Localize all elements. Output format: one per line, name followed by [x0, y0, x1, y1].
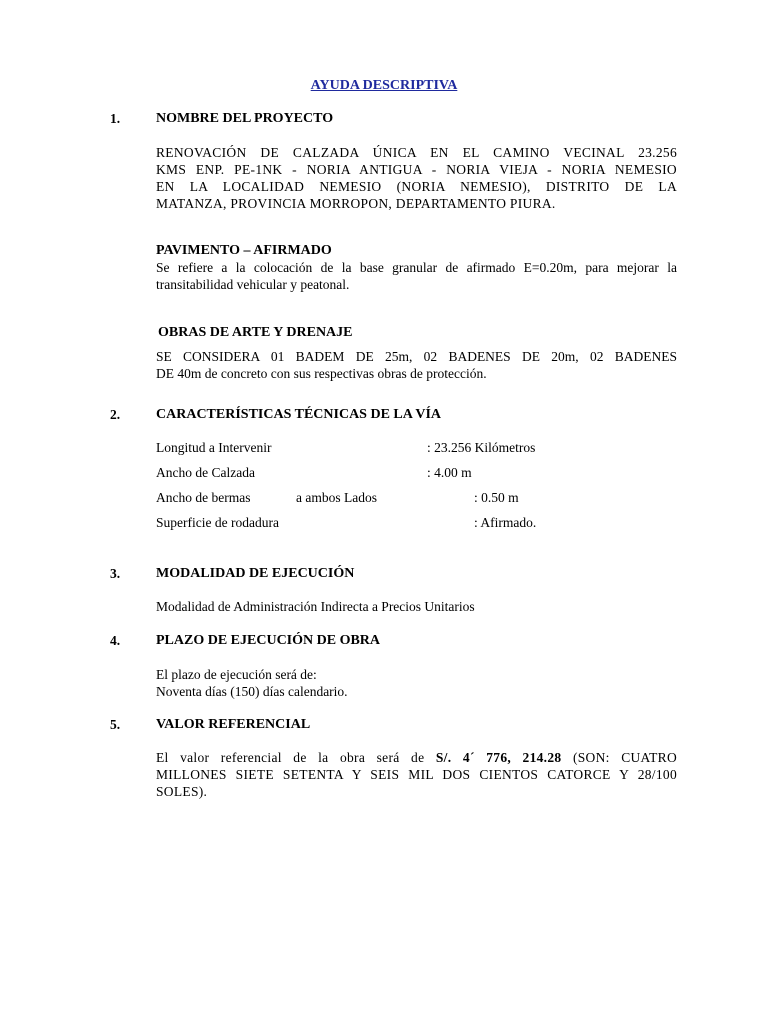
section-2-heading: CARACTERÍSTICAS TÉCNICAS DE LA VÍA [156, 407, 442, 422]
spec-label: Superficie de rodadura [156, 515, 279, 530]
plazo-line: El plazo de ejecución será de: [156, 667, 317, 682]
obras-line: SE CONSIDERA 01 BADEM DE 25m, 02 BADENES DE 20m, 02 BADENES [156, 349, 677, 364]
pavimento-line: Se refiere a la colocación de la base granular de afirmado E=0.20m, para mejorar la [156, 260, 677, 275]
section-4-number: 4. [110, 633, 121, 648]
section-3-heading: MODALIDAD DE EJECUCIÓN [156, 566, 355, 581]
spec-label: Ancho de bermas [156, 490, 251, 505]
modalidad-text: Modalidad de Administración Indirecta a Precios Unitarios [156, 599, 475, 614]
valor-paragraph [156, 749, 677, 800]
spec-value: : 4.00 m [427, 465, 472, 480]
project-name-line: MATANZA, PROVINCIA MORROPON, DEPARTAMENTO PIURA. [156, 196, 556, 211]
spec-value: : 23.256 Kilómetros [427, 440, 536, 455]
spec-value: : Afirmado. [474, 515, 537, 530]
valor-text: (SON: CUATRO [561, 750, 677, 765]
project-name-line: KMS ENP. PE-1NK - NORIA ANTIGUA - NORIA VIEJA - NORIA NEMESIO [156, 162, 677, 177]
spec-value: : 0.50 m [474, 490, 519, 505]
obras-heading: OBRAS DE ARTE Y DRENAJE [158, 325, 353, 340]
section-3-number: 3. [110, 566, 121, 581]
section-5-number: 5. [110, 717, 121, 732]
section-4-heading: PLAZO DE EJECUCIÓN DE OBRA [156, 633, 381, 648]
spec-label-extra: a ambos Lados [296, 490, 377, 505]
section-1-heading: NOMBRE DEL PROYECTO [156, 111, 334, 126]
pavimento-heading: PAVIMENTO – AFIRMADO [156, 243, 332, 258]
valor-text: El valor referencial de la obra será de [156, 750, 436, 765]
document-title: AYUDA DESCRIPTIVA [310, 78, 458, 93]
section-1-number: 1. [110, 111, 121, 126]
valor-line: SOLES). [156, 784, 208, 799]
section-2-number: 2. [110, 407, 121, 422]
section-5-heading: VALOR REFERENCIAL [156, 717, 311, 732]
project-name-line: EN LA LOCALIDAD NEMESIO (NORIA NEMESIO), DISTRITO DE LA [156, 179, 677, 194]
valor-line [156, 749, 677, 766]
project-name-paragraph [156, 144, 677, 212]
valor-amount: S/. 4´ 776, 214.28 [435, 750, 562, 765]
project-name-line: RENOVACIÓN DE CALZADA ÚNICA EN EL CAMINO VECINAL 23.256 [156, 145, 677, 160]
valor-line: MILLONES SIETE SETENTA Y SEIS MIL DOS CIENTOS CATORCE Y 28/100 [156, 767, 677, 782]
pavimento-line: transitabilidad vehicular y peatonal. [156, 277, 350, 292]
spec-label: Longitud a Intervenir [156, 440, 272, 455]
obras-line: DE 40m de concreto con sus respectivas obras de protección. [156, 366, 487, 381]
pavimento-paragraph [156, 259, 677, 293]
plazo-line: Noventa días (150) días calendario. [156, 684, 348, 699]
spec-label: Ancho de Calzada [156, 465, 255, 480]
obras-paragraph [156, 348, 677, 382]
